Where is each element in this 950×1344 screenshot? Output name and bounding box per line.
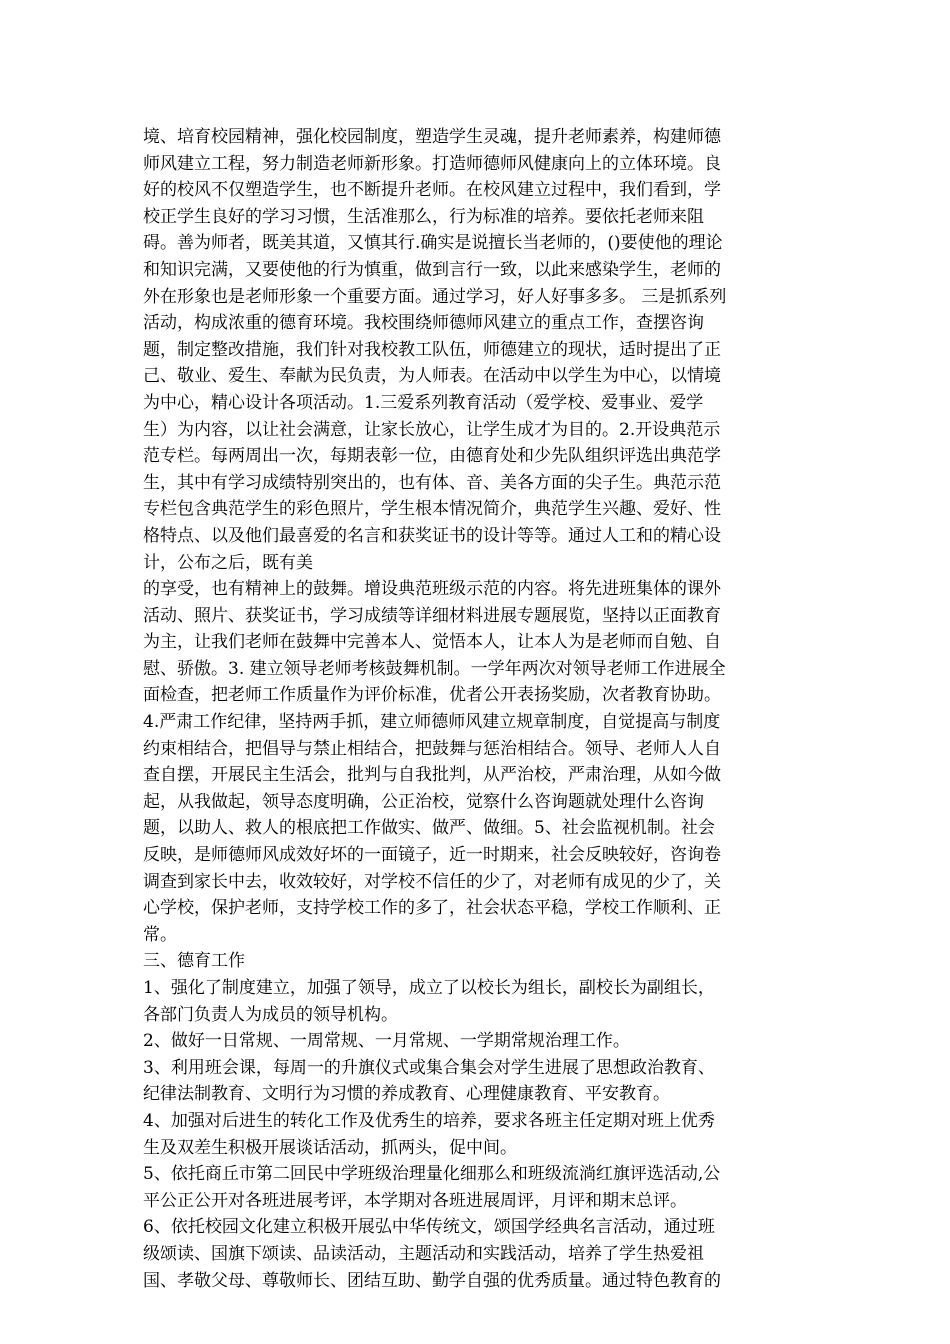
- list-item-5: 5、依托商丘市第二回民中学班级治理量化细那么和班级流淌红旗评选活动,公 平公正公开对各班进展考评，本学期对各班进展周评，月评和期末总评。: [143, 1164, 721, 1211]
- list-item-2: 2、做好一日常规、一周常规、一月常规、一学期常规治理工作。: [143, 1031, 630, 1052]
- body-paragraph-2: 的享受，也有精神上的鼓舞。增设典范班级示范的内容。将先进班集体的课外 活动、照片、获奖证书，学习成绩等详细材料进展专题展览，坚持以正面教育 为主，让我们老师在鼓舞中完善本人、觉悟本人，让本人为是老师而自勉、自 慰、骄傲。3. 建立领导老师考核鼓舞机制。一学年两次对领导老师工作进展全 面检查，把老师工作质量作为评价标准，优者公开表扬奖励，次者教育协助。 4.严肃工作纪律，坚持两手抓，建立师德师风建立规章制度，自觉提高与制度 约束相结合，把倡导与禁止相结合，把鼓舞与惩治相结合。领导、老师人人自 查自摆，开展民主生活会，批判与自我批判，从严治校，严肃治理，从如今做 起，从我做起，领导态度明确，公正治校，觉察什么咨询题就处理什么咨询 题，以助人、救人的根底把工作做实、做严、做细。5、社会监视机制。社会 反映，是师德师风成效好坏的一面镜子，近一时期来，社会反映较好，咨询卷 调查到家长中去，收效较好，对学校不信任的少了，对老师有成见的少了，关 心学校，保护老师，支持学校工作的多了，社会状态平稳，学校工作顺利、正 常。: [143, 579, 726, 945]
- body-paragraph-1: 境、培育校园精神，强化校园制度，塑造学生灵魂，提升老师素养，构建师德 师风建立工程，努力制造老师新形象。打造师德师风健康向上的立体环境。良 好的校风不仅塑造学生，也不断提升老师。在校风建立过程中，我们看到，学 校正学生良好的学习习惯，生活准那么，行为标准的培养。要依托老师来阻 碍。善为师者，既美其道，又慎其行.确实是说擅长当老师的，()要使他的理论 和知识完满，又要使他的行为慎重，做到言行一致，以此来感染学生，老师的 外在形象也是老师形象一个重要方面。通过学习，好人好事多多。 三是抓系列 活动，构成浓重的德育环境。我校围绕师德师风建立的重点工作，查摆咨询 题，制定整改措施，我们针对我校教工队伍，师德建立的现状，适时提出了正 己、敬业、爱生、奉献为民负责，为人师表。在活动中以学生为中心，以情境 为中心，精心设计各项活动。1.三爱系列教育活动（爱学校、爱事业、爱学 生）为内容，以让社会满意，让家长放心，让学生成才为目的。2.开设典范示 范专栏。每两周出一次，每期表彰一位，由德育处和少先队组织评选出典范学 生，其中有学习成绩特别突出的，也有体、音、美各方面的尖子生。典范示范 专栏包含典范学生的彩色照片，学生根本情况简介，典范学生兴趣、爱好、性 格特点、以及他们最喜爱的名言和获奖证书的设计等等。通过人工和的精心设 计，公布之后，既有美: [143, 127, 727, 573]
- list-item-1: 1、强化了制度建立，加强了领导，成立了以校长为组长，副校长为副组长， 各部门负责人为成员的领导机构。: [143, 978, 715, 1025]
- list-item-3: 3、利用班会课，每周一的升旗仪式或集合集会对学生进展了思想政治教育、 纪律法制教育、文明行为习惯的养成教育、心理健康教育、平安教育。: [143, 1057, 715, 1105]
- document-body: [143, 124, 811, 1294]
- section-heading: 三、德育工作: [143, 951, 245, 972]
- list-item-6: 6、依托校园文化建立积极开展弘中华传统文，颂国学经典名言活动，通过班 级颂读、国旗下颂读、品读活动，主题活动和实践活动，培养了学生热爱祖 国、孝敬父母、尊敬师长、团结互助、勤学自强的优秀质量。通过特色教育的: [143, 1217, 721, 1291]
- list-item-4: 4、加强对后进生的转化工作及优秀生的培养，要求各班主任定期对班上优秀 生及双差生积极开展谈话活动，抓两头，促中间。: [143, 1110, 715, 1158]
